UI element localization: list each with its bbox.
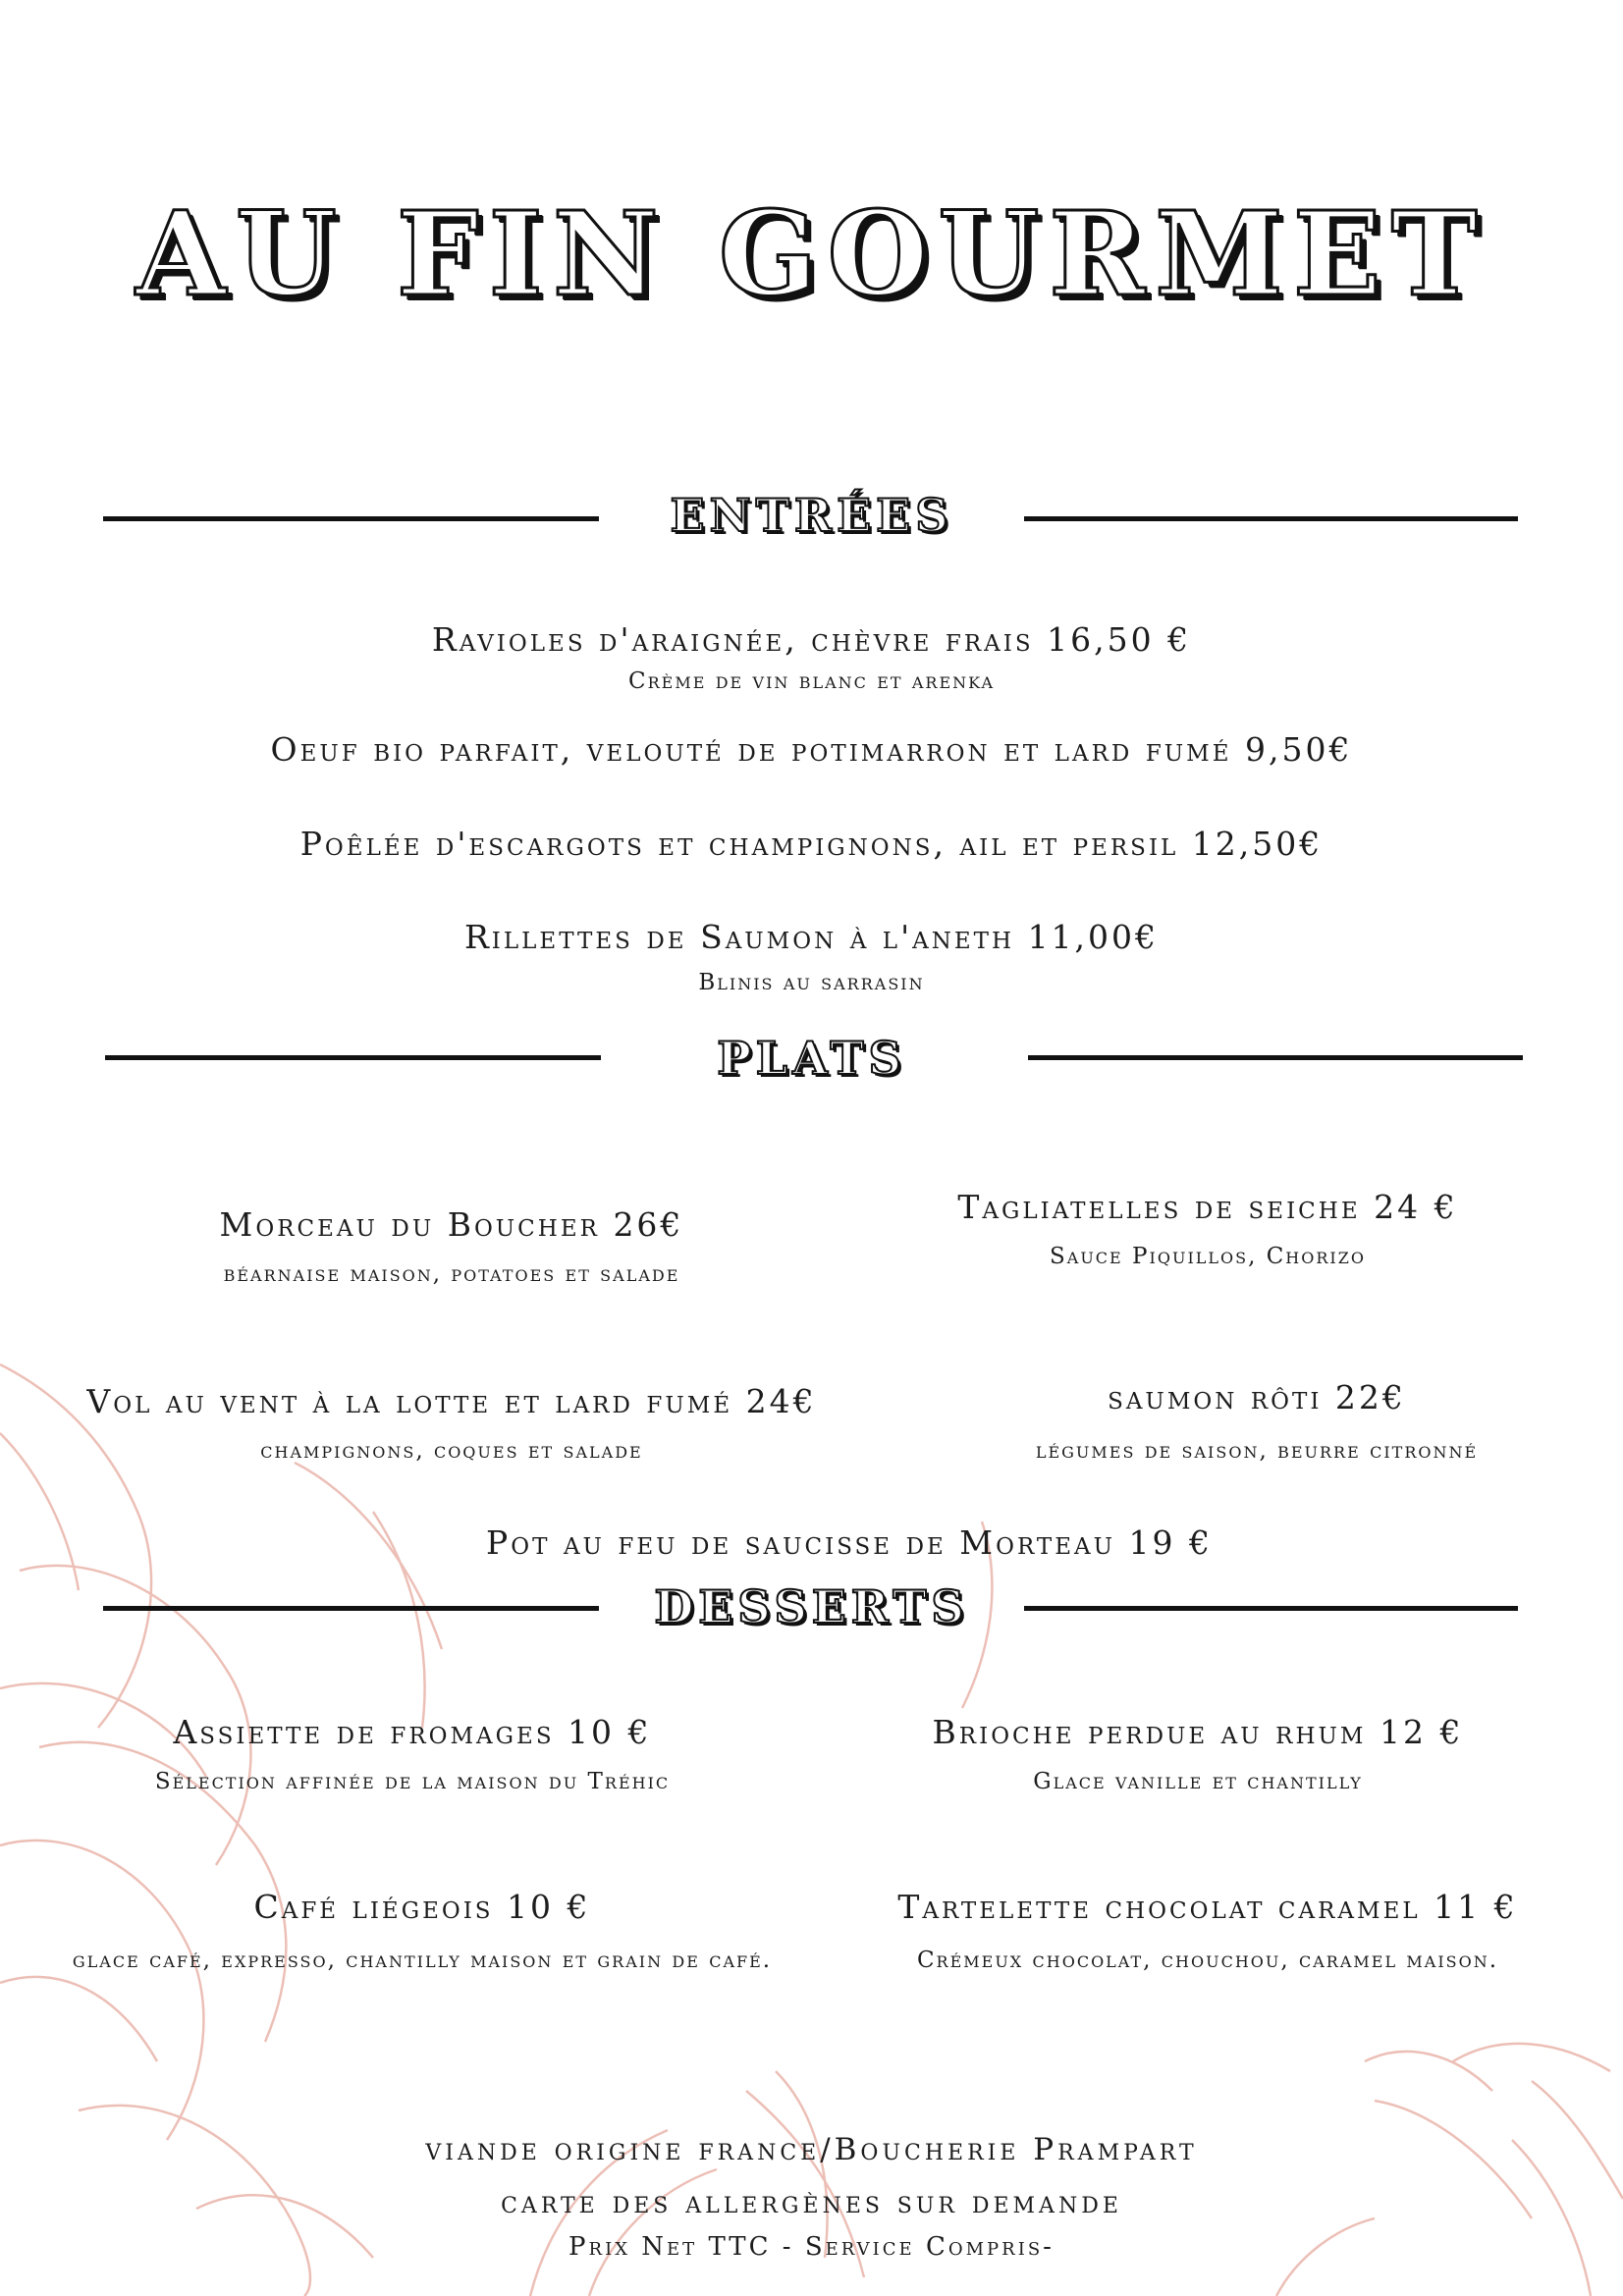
menu-item bbox=[815, 1888, 1600, 1980]
menu-item bbox=[864, 1188, 1551, 1276]
footer-price-note: Prix Net TTC - Service Compris- bbox=[568, 2232, 1055, 2262]
menu-item bbox=[0, 825, 1623, 864]
item-description: Sélection affinée de la maison du Tréhic bbox=[154, 1768, 671, 1794]
item-description: champignons, coques et salade bbox=[260, 1437, 643, 1464]
item-description: Glace vanille et chantilly bbox=[1033, 1768, 1363, 1794]
desserts-heading: DESSERTS bbox=[654, 1580, 969, 1633]
item-description: Sauce Piquillos, Chorizo bbox=[1050, 1243, 1366, 1269]
menu-item bbox=[0, 730, 1623, 770]
item-description: glace café, expresso, chantilly maison et grain de café. bbox=[72, 1947, 773, 1973]
restaurant-title: AU FIN GOURMET bbox=[135, 186, 1488, 322]
item-name: Ravioles d'araignée, chèvre frais 16,50 € bbox=[431, 620, 1192, 659]
menu-item bbox=[943, 1378, 1571, 1470]
menu-item bbox=[0, 620, 1623, 701]
footer-origin-note: viande origine france/Boucherie Prampart bbox=[425, 2132, 1198, 2167]
item-name: Poêlée d'escargots et champignons, ail et persil 12,50€ bbox=[299, 825, 1324, 863]
plats-heading: PLATS bbox=[717, 1032, 906, 1085]
item-description: Blinis au sarrasin bbox=[698, 969, 925, 995]
item-name: saumon rôti 22€ bbox=[1108, 1378, 1406, 1416]
item-name: Morceau du Boucher 26€ bbox=[219, 1205, 684, 1244]
item-description: Crème de vin blanc et arenka bbox=[628, 667, 995, 694]
item-name: Assiette de fromages 10 € bbox=[173, 1713, 652, 1751]
menu-item bbox=[39, 1713, 785, 1801]
item-description: légumes de saison, beurre citronné bbox=[1035, 1437, 1479, 1464]
menu-item bbox=[0, 1523, 1623, 1563]
item-name: Pot au feu de saucisse de Morteau 19 € bbox=[486, 1523, 1213, 1562]
item-name: Brioche perdue au rhum 12 € bbox=[932, 1713, 1464, 1751]
item-name: Tartelette chocolat caramel 11 € bbox=[897, 1888, 1518, 1926]
menu-item bbox=[0, 918, 1623, 1002]
item-name: Café liégeois 10 € bbox=[253, 1888, 591, 1926]
menu-item bbox=[854, 1713, 1542, 1801]
item-name: Vol au vent à la lotte et lard fumé 24€ bbox=[86, 1382, 817, 1420]
menu-item bbox=[20, 1382, 884, 1470]
footer-allergens-note: carte des allergènes sur demande bbox=[501, 2185, 1122, 2220]
menu-item bbox=[69, 1888, 776, 1980]
item-name: Oeuf bio parfait, velouté de potimarron et lard fumé 9,50€ bbox=[270, 730, 1353, 769]
entrees-heading: ENTRÉES bbox=[670, 489, 953, 542]
item-description: béarnaise maison, potatoes et salade bbox=[223, 1260, 680, 1287]
item-name: Tagliatelles de seiche 24 € bbox=[957, 1188, 1458, 1226]
menu-item bbox=[79, 1205, 825, 1294]
item-name: Rillettes de Saumon à l'aneth 11,00€ bbox=[463, 918, 1160, 956]
item-description: Crémeux chocolat, chouchou, caramel maison. bbox=[916, 1947, 1499, 1973]
